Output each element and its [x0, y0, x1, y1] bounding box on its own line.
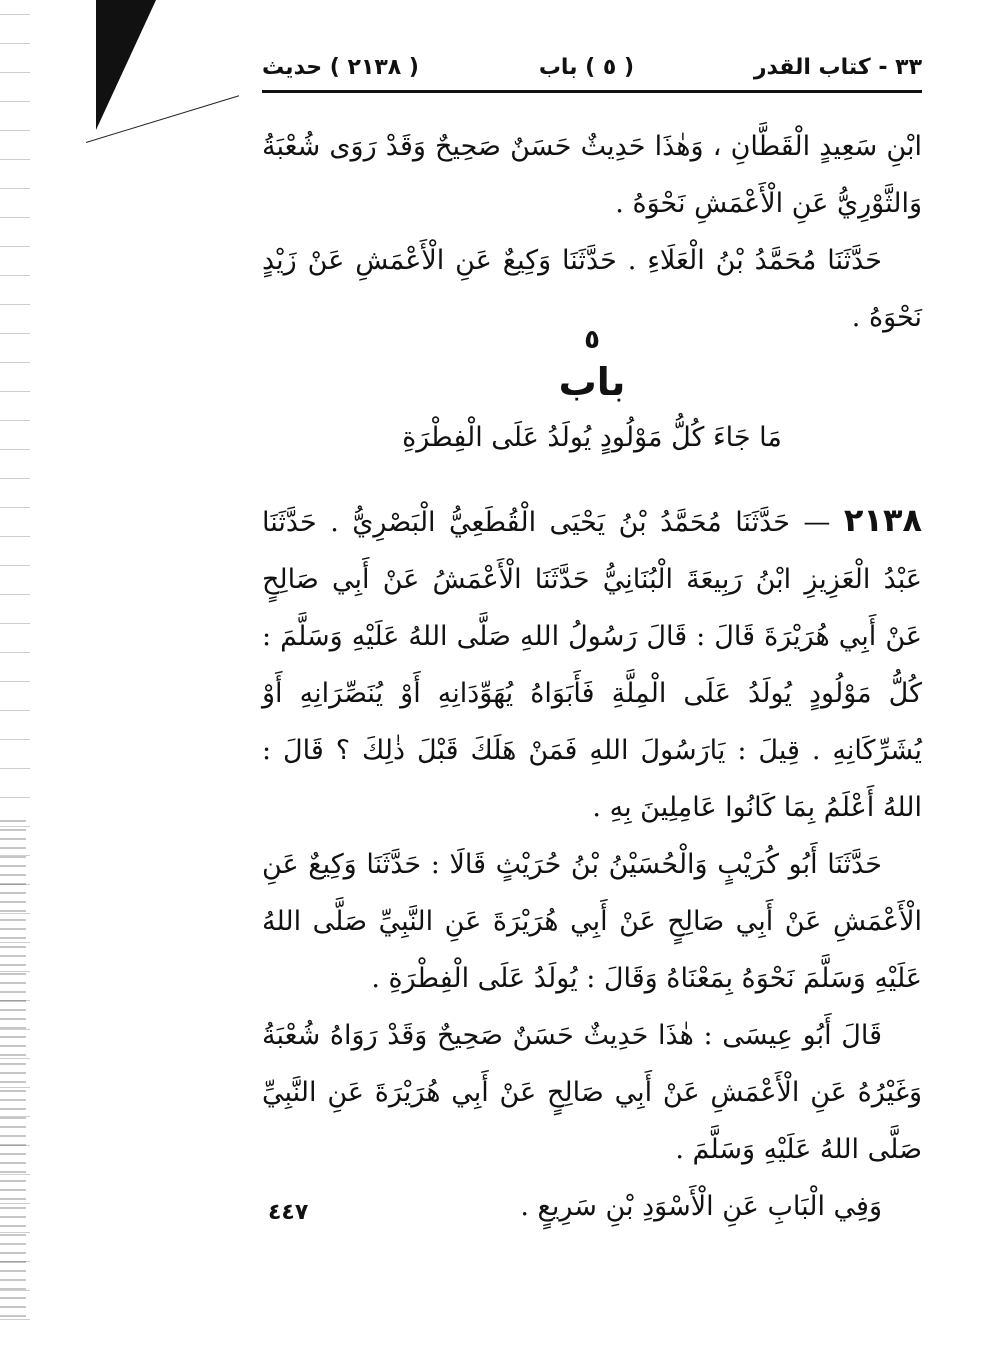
chapter-heading [262, 322, 922, 466]
header-rule [262, 90, 922, 93]
hadith-paragraph-4: وَفِي الْبَابِ عَنِ الْأَسْوَدِ بْنِ سَرِيعٍ . [520, 1191, 882, 1222]
hadith-text: — حَدَّثَنَا مُحَمَّدُ بْنُ يَحْيَى الْقُطَعِيُّ الْبَصْرِيُّ . حَدَّثَنَا عَبْدُ الْعَزِيزِ ابْنُ رَبِيعَةَ الْبُنَانِيُّ حَدَّثَنَا الْأَعْمَشُ عَنْ أَبِي صَالِحٍ عَنْ أَبِي هُرَيْرَةَ قَالَ : قَالَ رَسُولُ اللهِ صَلَّى اللهُ عَلَيْهِ وَسَلَّمَ : كُلُّ مَوْلُودٍ يُولَدُ عَلَى الْمِلَّةِ فَأَبَوَاهُ يُهَوِّدَانِهِ أَوْ يُنَصِّرَانِهِ أَوْ يُشَرِّكَانِهِ . قِيلَ : يَارَسُولَ اللهِ فَمَنْ هَلَكَ قَبْلَ ذٰلِكَ ؟ قَالَ : اللهُ أَعْلَمُ بِمَا كَانُوا عَامِلِينَ بِهِ . [262, 507, 922, 823]
hadith-body [262, 492, 922, 1235]
running-header [262, 48, 922, 86]
chapter-subtitle: مَا جَاءَ كُلُّ مَوْلُودٍ يُولَدُ عَلَى الْفِطْرَةِ [402, 422, 782, 453]
page-number: ٤٤٧ [268, 1200, 309, 1225]
chain-paragraph: حَدَّثَنَا مُحَمَّدُ بْنُ الْعَلَاءِ . حَدَّثَنَا وَكِيعٌ عَنِ الْأَعْمَشِ عَنْ زَيْدٍ نَحْوَهُ . [262, 245, 922, 333]
hadith-paragraph-3: قَالَ أَبُو عِيسَى : هٰذَا حَدِيثٌ حَسَنٌ صَحِيحٌ وَقَدْ رَوَاهُ شُعْبَةُ وَغَيْرُهُ عَنِ الْأَعْمَشِ عَنْ أَبِي صَالِحٍ عَنْ أَبِي هُرَيْرَةَ عَنِ النَّبِيِّ صَلَّى اللهُ عَلَيْهِ وَسَلَّمَ . [262, 1020, 922, 1165]
continued-text [262, 118, 922, 346]
header-chapter: ( ٥ ) باب [538, 54, 634, 80]
hadith-number: ٢١٣٨ [843, 501, 922, 539]
hadith-paragraph-2: حَدَّثَنَا أَبُو كُرَيْبٍ وَالْحُسَيْنُ بْنُ حُرَيْثٍ قَالَا : حَدَّثَنَا وَكِيعٌ عَنِ الْأَعْمَشِ عَنْ أَبِي صَالِحٍ عَنْ أَبِي هُرَيْرَةَ عَنِ النَّبِيِّ صَلَّى اللهُ عَلَيْهِ وَسَلَّمَ نَحْوَهُ بِمَعْنَاهُ وَقَالَ : يُولَدُ عَلَى الْفِطْرَةِ . [262, 849, 922, 994]
chapter-number: ٥ [584, 325, 600, 355]
header-hadith-number: ( ٢١٣٨ ) حديث [262, 54, 419, 80]
hadith-paragraph-1 [262, 492, 922, 836]
continued-paragraph: ابْنِ سَعِيدٍ الْقَطَّانِ ، وَهٰذَا حَدِيثٌ حَسَنٌ صَحِيحٌ وَقَدْ رَوَى شُعْبَةُ وَالثَّوْرِيُّ عَنِ الْأَعْمَشِ نَحْوَهُ . [262, 131, 922, 219]
header-book-title: ٣٣ - كتاب القدر [753, 54, 922, 80]
chapter-title: باب [558, 360, 626, 404]
scan-edge-artifact-lower [0, 820, 26, 1320]
scan-corner-shadow [96, 0, 156, 130]
